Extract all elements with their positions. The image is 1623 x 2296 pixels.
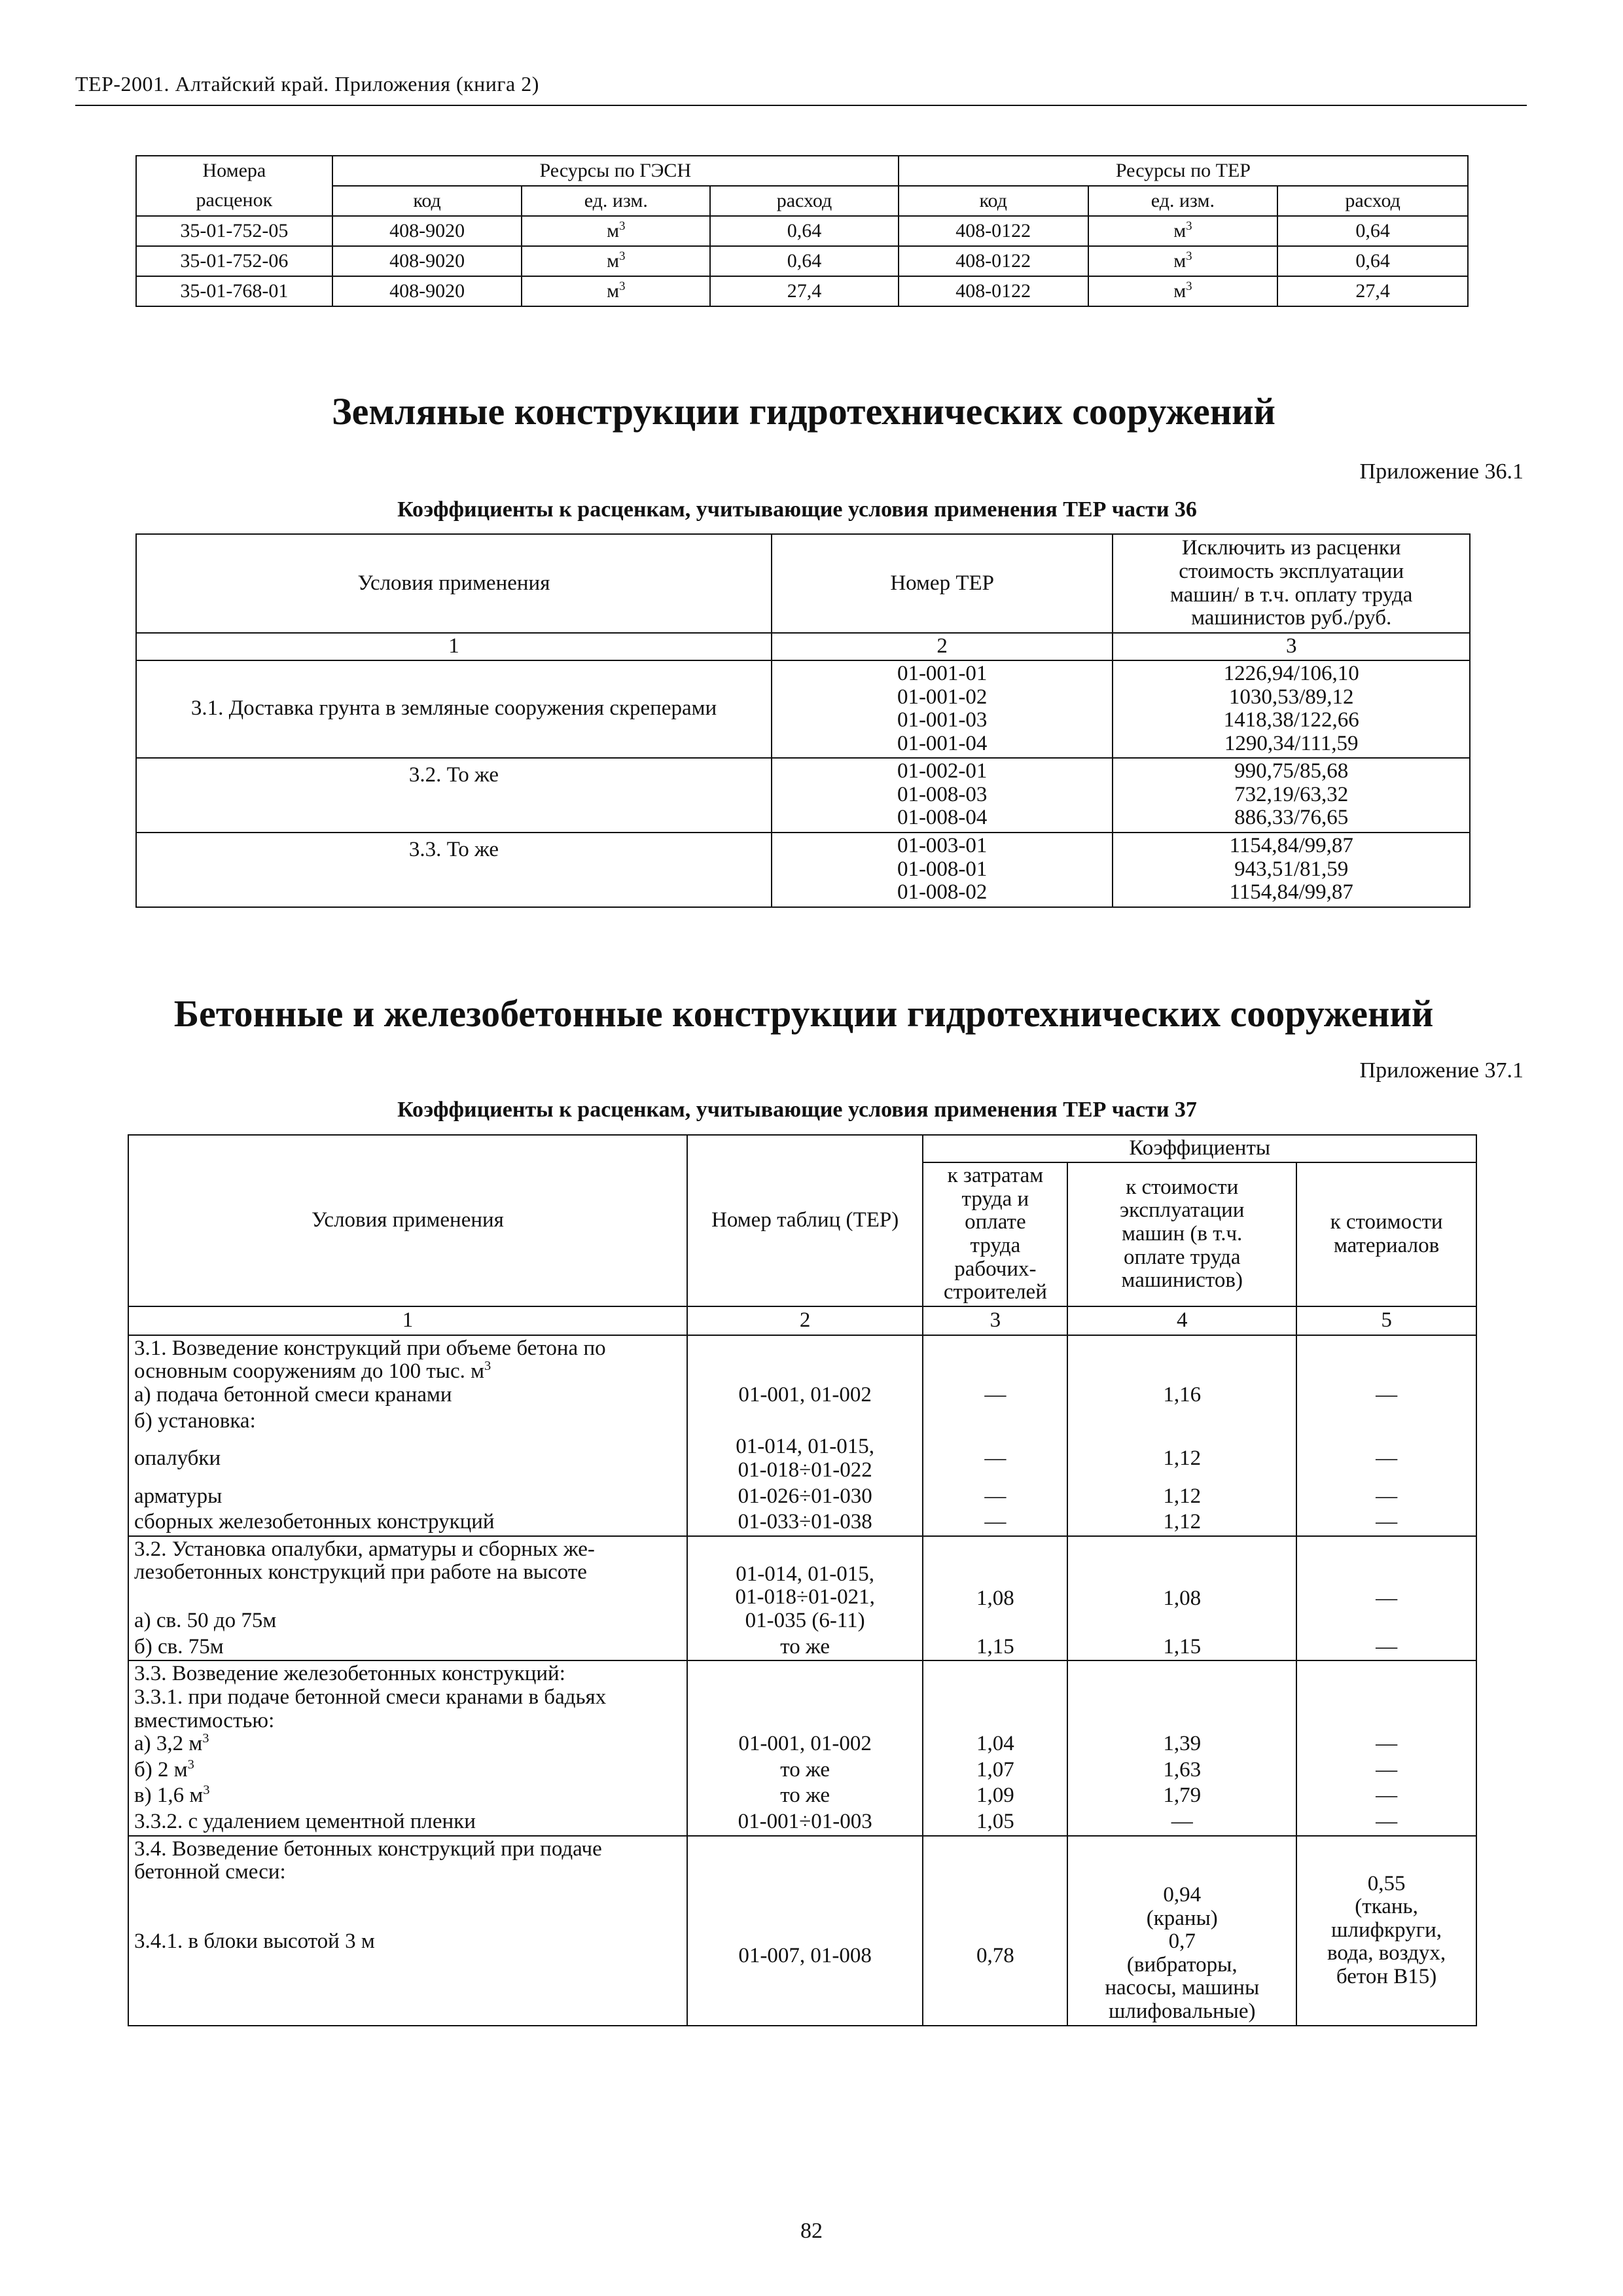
col-number: 3 — [923, 1306, 1067, 1335]
header-cell-gesn-code: код — [332, 186, 522, 216]
machine-coef: 1,39 — [1067, 1660, 1296, 1757]
header-coefficients: Коэффициенты — [923, 1135, 1476, 1162]
labor-coef: — — [923, 1509, 1067, 1536]
coefficients-table-36 — [135, 533, 1471, 908]
condition-text: арматуры — [128, 1484, 687, 1510]
ter-unit: $м^3$ — [1088, 246, 1278, 276]
ter-codes: 01-002-01 01-008-03 01-008-04 — [772, 758, 1113, 833]
ter-codes: 01-001-01 01-001-02 01-001-03 01-001-04 — [772, 660, 1113, 758]
col-number: 1 — [128, 1306, 687, 1335]
condition-text: 3.4. Возведение бетонных конструкций при подаче бетонной смеси: 3.4.1. в блоки высотой 3 м — [128, 1836, 687, 2026]
table-row — [136, 758, 1470, 833]
condition-text: 3.3. То же — [136, 833, 772, 907]
condition-text: 3.1. Доставка грунта в земляные сооружения скреперами — [136, 660, 772, 758]
table-number: 01-007, 01-008 — [687, 1836, 923, 2026]
machine-coef: 1,12 — [1067, 1509, 1296, 1536]
material-coef: — — [1296, 1335, 1476, 1408]
condition-text: б) св. 75м — [128, 1634, 687, 1661]
material-coef: — — [1296, 1809, 1476, 1836]
table-row — [128, 1634, 1476, 1661]
header-cell-gesn-unit: ед. изм. — [522, 186, 710, 216]
material-coef: — — [1296, 1434, 1476, 1483]
section-title-earth: Земляные конструкции гидротехнических сооружений — [332, 390, 1275, 433]
header-conditions: Условия применения — [128, 1135, 687, 1306]
header-table-number: Номер таблиц (ТЕР) — [687, 1135, 923, 1306]
material-coef: — — [1296, 1509, 1476, 1536]
table-row — [128, 1536, 1476, 1634]
machine-coef: 1,08 — [1067, 1536, 1296, 1634]
table-number: 01-001, 01-002 — [687, 1660, 923, 1757]
material-coef: — — [1296, 1484, 1476, 1510]
material-coef: — — [1296, 1536, 1476, 1634]
empty-cell — [687, 1408, 923, 1435]
ter-unit: $м^3$ — [1088, 216, 1278, 246]
exclude-values: 1154,84/99,87 943,51/81,59 1154,84/99,87 — [1113, 833, 1470, 907]
labor-coef: 1,08 — [923, 1536, 1067, 1634]
condition-text: 3.2. То же — [136, 758, 772, 833]
machine-coef: 1,63 — [1067, 1757, 1296, 1784]
table-row — [128, 1509, 1476, 1536]
table-row — [128, 1809, 1476, 1836]
header-cell-numbers: Номера — [136, 156, 332, 186]
gesn-unit: $м^3$ — [522, 246, 710, 276]
table-row — [128, 1408, 1476, 1435]
material-coef: — — [1296, 1660, 1476, 1757]
table-row — [128, 1434, 1476, 1483]
gesn-unit: $м^3$ — [522, 216, 710, 246]
exclude-values: 990,75/85,68 732,19/63,32 886,33/76,65 — [1113, 758, 1470, 833]
table-row — [128, 1757, 1476, 1784]
table-number: 01-001, 01-002 — [687, 1335, 923, 1408]
table-number: 01-014, 01-015, 01-018÷01-021, 01-035 (6-11) — [687, 1536, 923, 1634]
header-conditions: Условия применения — [136, 534, 772, 633]
col-number: 2 — [687, 1306, 923, 1335]
header-cell-ter-code: код — [899, 186, 1088, 216]
machine-coef: 1,15 — [1067, 1634, 1296, 1661]
ter-use: 0,64 — [1277, 216, 1468, 246]
header-machines: к стоимости эксплуатации машин (в т.ч. оплате труда машинистов) — [1067, 1162, 1296, 1306]
table-number: то же — [687, 1783, 923, 1809]
col-number: 5 — [1296, 1306, 1476, 1335]
labor-coef: 1,07 — [923, 1757, 1067, 1784]
table-row — [128, 1335, 1476, 1408]
header-cell-ter: Ресурсы по ТЕР — [899, 156, 1468, 186]
rate-number: 35-01-752-06 — [136, 246, 332, 276]
col-number: 4 — [1067, 1306, 1296, 1335]
section-title-concrete: Бетонные и железобетонные конструкции гидротехнических сооружений — [173, 992, 1434, 1035]
condition-text: опалубки — [128, 1434, 687, 1483]
col-number: 3 — [1113, 633, 1470, 660]
gesn-code: 408-9020 — [332, 246, 522, 276]
ter-use: 0,64 — [1277, 246, 1468, 276]
header-labor: к затратам труда и оплате труда рабочих- строителей — [923, 1162, 1067, 1306]
condition-text: 3.2. Установка опалубки, арматуры и сборных же- лезобетонных конструкций при работе на высоте а) св. 50 до 75м — [128, 1536, 687, 1634]
header-cell-gesn-use: расход — [710, 186, 899, 216]
header-cell-gesn: Ресурсы по ГЭСН — [332, 156, 899, 186]
header-cell-ter-use: расход — [1277, 186, 1468, 216]
condition-text: 3.1. Возведение конструкций при объеме бетона по основным сооружениям до 100 тыс. $м^3$ а) подача бетонной смеси кранами — [128, 1335, 687, 1408]
table-row — [136, 246, 1468, 276]
table-row — [128, 1836, 1476, 2026]
material-coef: — — [1296, 1634, 1476, 1661]
ter-unit: $м^3$ — [1088, 276, 1278, 306]
ter-use: 27,4 — [1277, 276, 1468, 306]
header-materials: к стоимости материалов — [1296, 1162, 1476, 1306]
condition-text: б) установка: — [128, 1408, 687, 1435]
condition-text: 3.3.2. с удалением цементной пленки — [128, 1809, 687, 1836]
coefficients-table-37 — [128, 1134, 1477, 2026]
machine-coef: 1,12 — [1067, 1484, 1296, 1510]
resources-table — [135, 155, 1469, 307]
table-number: 01-026÷01-030 — [687, 1484, 923, 1510]
running-header: ТЕР-2001. Алтайский край. Приложения (книга 2) — [75, 72, 539, 96]
table-number: 01-014, 01-015, 01-018÷01-022 — [687, 1434, 923, 1483]
table-row — [128, 1484, 1476, 1510]
machine-coef: 0,94 (краны) 0,7 (вибраторы, насосы, машины шлифовальные) — [1067, 1836, 1296, 2026]
ter-codes: 01-003-01 01-008-01 01-008-02 — [772, 833, 1113, 907]
labor-coef: 1,05 — [923, 1809, 1067, 1836]
table-row — [128, 1660, 1476, 1757]
labor-coef: 1,04 — [923, 1660, 1067, 1757]
condition-text: в) 1,6 $м^3$ — [128, 1783, 687, 1809]
header-exclude: Исключить из расценки стоимость эксплуатации машин/ в т.ч. оплату труда машинистов руб./руб. — [1113, 534, 1470, 633]
machine-coef: 1,12 — [1067, 1434, 1296, 1483]
gesn-use: 0,64 — [710, 216, 899, 246]
condition-text: сборных железобетонных конструкций — [128, 1509, 687, 1536]
header-rule — [75, 105, 1527, 106]
labor-coef: — — [923, 1335, 1067, 1408]
gesn-code: 408-9020 — [332, 216, 522, 246]
header-cell-ter-unit: ед. изм. — [1088, 186, 1278, 216]
table-number: 01-001÷01-003 — [687, 1809, 923, 1836]
table-row — [136, 276, 1468, 306]
appendix-label-36: Приложение 36.1 — [1359, 459, 1524, 484]
material-coef: — — [1296, 1783, 1476, 1809]
machine-coef: 1,16 — [1067, 1335, 1296, 1408]
empty-cell — [923, 1408, 1067, 1435]
empty-cell — [1067, 1408, 1296, 1435]
col-number: 1 — [136, 633, 772, 660]
header-ter-number: Номер ТЕР — [772, 534, 1113, 633]
table-caption-37: Коэффициенты к расценкам, учитывающие условия применения ТЕР части 37 — [397, 1098, 1197, 1122]
page-number: 82 — [800, 2219, 823, 2243]
labor-coef: 1,09 — [923, 1783, 1067, 1809]
labor-coef: 1,15 — [923, 1634, 1067, 1661]
rate-number: 35-01-768-01 — [136, 276, 332, 306]
header-cell-rates: расценок — [136, 186, 332, 216]
ter-code: 408-0122 — [899, 246, 1088, 276]
table-number: 01-033÷01-038 — [687, 1509, 923, 1536]
col-number: 2 — [772, 633, 1113, 660]
table-row — [136, 833, 1470, 907]
table-number: то же — [687, 1757, 923, 1784]
gesn-use: 27,4 — [710, 276, 899, 306]
machine-coef: 1,79 — [1067, 1783, 1296, 1809]
labor-coef: 0,78 — [923, 1836, 1067, 2026]
labor-coef: — — [923, 1484, 1067, 1510]
table-row — [128, 1783, 1476, 1809]
material-coef: — — [1296, 1757, 1476, 1784]
rate-number: 35-01-752-05 — [136, 216, 332, 246]
ter-code: 408-0122 — [899, 276, 1088, 306]
gesn-use: 0,64 — [710, 246, 899, 276]
gesn-unit: $м^3$ — [522, 276, 710, 306]
table-caption-36: Коэффициенты к расценкам, учитывающие условия применения ТЕР части 36 — [397, 497, 1197, 522]
appendix-label-37: Приложение 37.1 — [1359, 1058, 1524, 1083]
ter-code: 408-0122 — [899, 216, 1088, 246]
table-row — [136, 660, 1470, 758]
labor-coef: — — [923, 1434, 1067, 1483]
empty-cell — [1296, 1408, 1476, 1435]
condition-text: б) 2 $м^3$ — [128, 1757, 687, 1784]
table-number: то же — [687, 1634, 923, 1661]
material-coef: 0,55 (ткань, шлифкруги, вода, воздух, бетон В15) — [1296, 1836, 1476, 2026]
gesn-code: 408-9020 — [332, 276, 522, 306]
table-row — [136, 216, 1468, 246]
exclude-values: 1226,94/106,10 1030,53/89,12 1418,38/122,66 1290,34/111,59 — [1113, 660, 1470, 758]
condition-text: 3.3. Возведение железобетонных конструкций: 3.3.1. при подаче бетонной смеси кранами в бадьях вместимостью: а) 3,2 $м^3$ — [128, 1660, 687, 1757]
machine-coef: — — [1067, 1809, 1296, 1836]
